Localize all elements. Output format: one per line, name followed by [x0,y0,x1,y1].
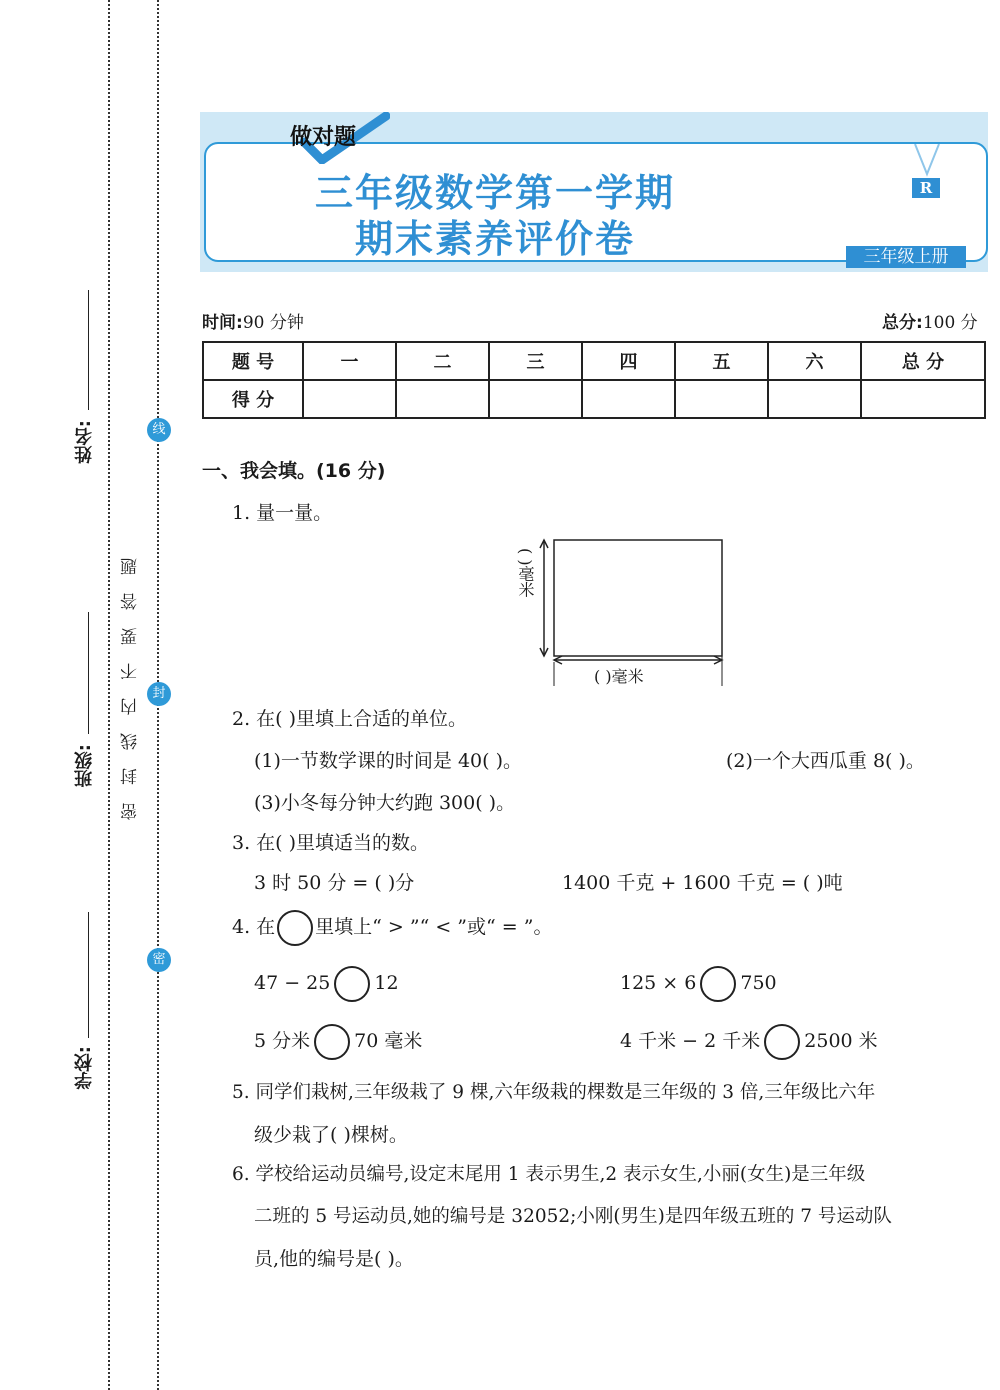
compare-right: 12 [374,972,399,994]
question-2-1: (1)一节数学课的时间是 40( )。 [254,750,522,772]
grade-tag: 三年级上册 [846,246,966,268]
score-header-cell: 总 分 [861,342,985,380]
horizontal-measure-label: ( )毫米 [594,667,644,686]
question-2-2: (2)一个大西瓜重 8( )。 [726,750,925,772]
question-4 [232,910,552,946]
question-4-b [620,966,777,1002]
question-4-suffix: 里填上“ > ”“ < ”或“ = ”。 [315,916,553,938]
score-cell[interactable] [675,380,768,418]
school-field-line [88,912,89,1038]
score-row-label: 得 分 [203,380,303,418]
score-header-cell: 题 号 [203,342,303,380]
compare-left: 125 × 6 [620,972,697,994]
compare-answer-circle[interactable] [700,966,736,1002]
score-cell[interactable] [861,380,985,418]
score-cell[interactable] [768,380,861,418]
seal-circle-feng: 封 [147,682,171,706]
score-table-score-row [203,380,985,418]
time-label: 时间: [202,313,243,333]
compare-left: 47 − 25 [254,972,331,994]
score-header-cell: 二 [396,342,489,380]
seal-circle-xian: 线 [147,418,171,442]
compare-right: 70 毫米 [354,1030,423,1052]
question-4-c [254,1024,422,1060]
question-5-line1: 5. 同学们栽树,三年级栽了 9 棵,六年级栽的棵数是三年级的 3 倍,三年级比六年 [232,1082,876,1103]
question-2: 2. 在( )里填上合适的单位。 [232,708,468,730]
time-value: 90 分钟 [242,313,304,333]
question-6-line2: 二班的 5 号运动员,她的编号是 32052;小刚(男生)是四年级五班的 7 号运动队 [254,1206,892,1227]
question-6-line3: 员,他的编号是( )。 [254,1248,414,1270]
score-table-header-row [203,342,985,380]
question-6-line1: 6. 学校给运动员编号,设定末尾用 1 表示男生,2 表示女生,小丽(女生)是三年级 [232,1164,866,1185]
compare-answer-circle[interactable] [334,966,370,1002]
score-header-cell: 五 [675,342,768,380]
score-cell[interactable] [303,380,396,418]
ribbon-icon [912,144,942,180]
exam-title-line2: 期末素养评价卷 [354,217,635,261]
score-cell[interactable] [582,380,675,418]
total-label: 总分: [882,313,923,333]
answer-circle-icon [277,910,313,946]
score-header-cell: 三 [489,342,582,380]
compare-left: 4 千米 − 2 千米 [620,1030,761,1052]
question-3: 3. 在( )里填适当的数。 [232,832,430,854]
time-info [202,308,304,333]
question-3-a: 3 时 50 分 = ( )分 [254,872,415,894]
score-table [202,341,986,419]
badge-label: 做对题 [290,125,357,150]
compare-right: 750 [740,972,777,994]
total-info [882,308,978,333]
name-label: 姓名: [74,420,95,464]
vertical-measure-label: ( )毫米 [516,548,535,598]
exam-title-line1: 三年级数学第一学期 [314,171,675,215]
section1-title: 一、我会填。(16 分) [202,460,386,482]
total-value: 100 分 [922,313,978,333]
name-field-line [88,290,89,410]
compare-left: 5 分米 [254,1030,311,1052]
compare-answer-circle[interactable] [314,1024,350,1060]
question-5-line2: 级少栽了( )棵树。 [254,1124,408,1146]
score-cell[interactable] [396,380,489,418]
score-header-cell: 一 [303,342,396,380]
question-2-3: (3)小冬每分钟大约跑 300( )。 [254,792,516,814]
compare-right: 2500 米 [804,1030,878,1052]
question-4-prefix: 4. 在 [232,916,276,938]
question-1: 1. 量一量。 [232,502,333,524]
class-label: 班级: [74,744,95,788]
score-header-cell: 六 [768,342,861,380]
school-label: 学校: [74,1046,95,1090]
edition-tag: R [912,178,940,198]
class-field-line [88,612,89,734]
score-cell[interactable] [489,380,582,418]
compare-answer-circle[interactable] [764,1024,800,1060]
question-3-b: 1400 千克 + 1600 千克 = ( )吨 [562,872,843,894]
binding-notice: 密封线内不要答题 [121,540,141,820]
seal-circle-mi: 密 [147,948,171,972]
question-4-d [620,1024,878,1060]
question-4-a [254,966,399,1002]
score-header-cell: 四 [582,342,675,380]
